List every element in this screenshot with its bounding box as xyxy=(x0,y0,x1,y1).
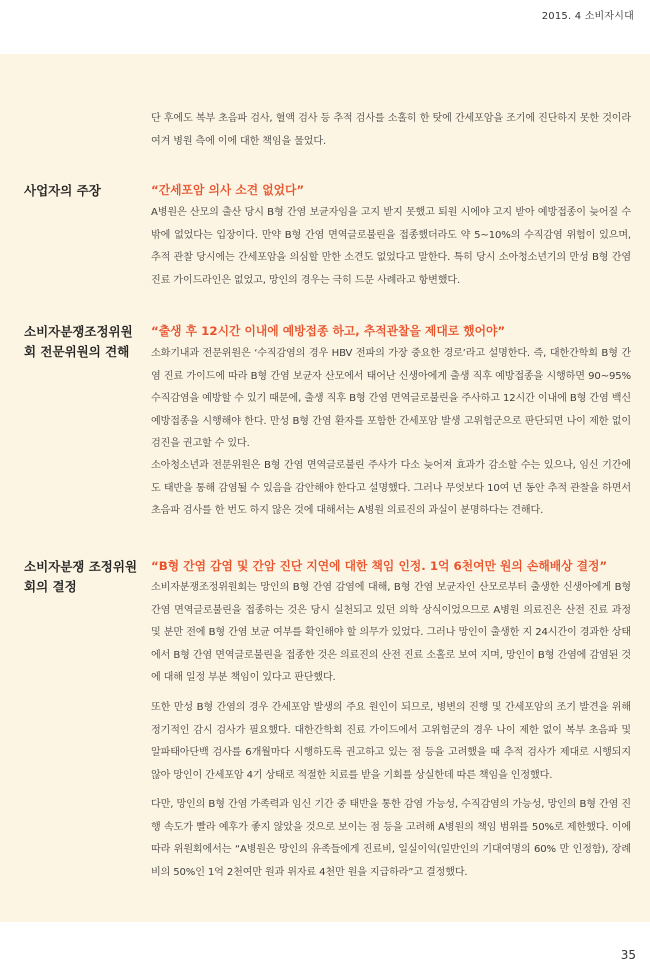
section-heading-business-claim: “간세포암 의사 소견 없었다” xyxy=(151,183,305,197)
section-paragraph-decision-3: 다만, 망인의 B형 간염 가족력과 임신 기간 중 태반을 통한 감염 가능성, 수직감염의 가능성, 망인의 B형 간염 진행 속도가 빨라 예후가 좋지 않았을 것으로 보이는 점 등을 고려해 A병원의 책임 범위를 50%로 제한했다. 이에 따라 위원회에서는 “A병원은 망인의 유족들에게 진료비, 일실이익(일반인의 기대여명의 60% 만 인정함), 장례비의 50%인 1억 2천여만 원과 위자료 4천만 원을 지급하라”고 결정했다. xyxy=(151,799,631,878)
section-paragraph-expert-opinion-2: 소아청소년과 전문위원은 B형 간염 면역글로불린 주사가 다소 늦어져 효과가 감소할 수는 있으나, 임신 기간에도 태반을 통해 감염될 수 있음을 감안해야 한다고 설명했다. 그러나 무엇보다 10여 년 동안 추적 관찰을 하면서 초음파 검사를 한 번도 하지 않은 것에 대해서는 A병원 의료진의 과실이 분명하다는 견해다. xyxy=(151,460,631,516)
page-footer xyxy=(0,922,650,970)
section-paragraph-business-claim: A병원은 산모의 출산 당시 B형 간염 보균자임을 고지 받지 못했고 퇴원 시에야 고지 받아 예방접종이 늦어질 수밖에 없었다는 입장이다. 만약 B형 간염 면역글로불린을 접종했더라도 약 5~10%의 수직감염 위험이 있으며, 추적 관찰 당시에는 간세포암을 의심할 만한 소견도 없었다고 말한다. 특히 당시 소아청소년기의 만성 B형 간염 진료 가이드라인은 없었고, 망인의 경우는 극히 드문 사례라고 항변했다. xyxy=(151,207,631,286)
intro-paragraph: 단 후에도 복부 초음파 검사, 혈액 검사 등 추적 검사를 소홀히 한 탓에 간세포암을 조기에 진단하지 못한 것이라 여겨 병원 측에 이에 대한 책임을 물었다. xyxy=(151,113,631,147)
issue-label: 2015. 4 소비자시대 xyxy=(541,11,634,22)
section-title-business-claim: 사업자의 주장 xyxy=(24,183,101,198)
page-number: 35 xyxy=(620,948,636,962)
section-paragraph-decision-2: 또한 만성 B형 간염의 경우 간세포암 발생의 주요 원인이 되므로, 병변의 진행 및 간세포암의 조기 발견을 위해 정기적인 감시 검사가 필요했다. 대한간학회 진료 가이드에서 고위험군의 경우 나이 제한 없이 복부 초음파 및 알파태아단백 검사를 6개월마다 시행하도록 권고하고 있는 점 등을 고려했을 때 추적 검사가 제대로 시행되지 않아 망인이 간세포암 4기 상태로 적절한 치료를 받을 기회를 상실한데 따른 책임을 인정했다. xyxy=(151,702,631,781)
section-title-committee-decision: 소비자분쟁 조정위원회의 결정 xyxy=(24,559,138,594)
section-paragraph-expert-opinion-1: 소화기내과 전문위원은 ‘수직감염의 경우 HBV 전파의 가장 중요한 경로’라고 설명한다. 즉, 대한간학회 B형 간염 진료 가이드에 따라 B형 간염 보균자 산모에서 태어난 신생아에게 출생 직후 예방접종을 시행하면 90~95% 수직감염을 예방할 수 있기 때문에, 출생 직후 B형 간염 면역글로불린을 주사하고 12시간 이내에 B형 간염 백신 예방접종을 시행해야 한다. 만성 B형 간염 환자를 포함한 간세포암 발생 고위험군으로 판단되면 나이 제한 없이 검진을 권고할 수 있다. xyxy=(151,348,631,449)
section-heading-committee-decision: “B형 간염 감염 및 간암 진단 지연에 대한 책임 인정. 1억 6천여만 원의 손해배상 결정” xyxy=(151,559,608,573)
page-header xyxy=(0,0,650,30)
section-heading-expert-opinion: “출생 후 12시간 이내에 예방접종 하고, 추적관찰을 제대로 했어야” xyxy=(151,324,506,338)
section-paragraph-decision-1: 소비자분쟁조정위원회는 망인의 B형 간염 감염에 대해, B형 간염 보균자인 산모로부터 출생한 신생아에게 B형 간염 면역글로불린을 접종하는 것은 당시 실천되고 있던 의학 상식이었으므로 A병원 의료진은 산전 진료 과정 및 분만 전에 B형 간염 보균 여부를 확인해야 할 의무가 있었다. 그러나 망인이 출생한 지 24시간이 경과한 상태에서 B형 간염 면역글로불린을 접종한 것은 의료진의 산전 진료 소홀로 보여 지며, 망인이 B형 간염에 감염된 것에 대해 일정 부분 책임이 있다고 판단했다. xyxy=(151,582,631,683)
section-title-expert-opinion: 소비자분쟁조정위원회 전문위원의 견해 xyxy=(24,324,133,359)
